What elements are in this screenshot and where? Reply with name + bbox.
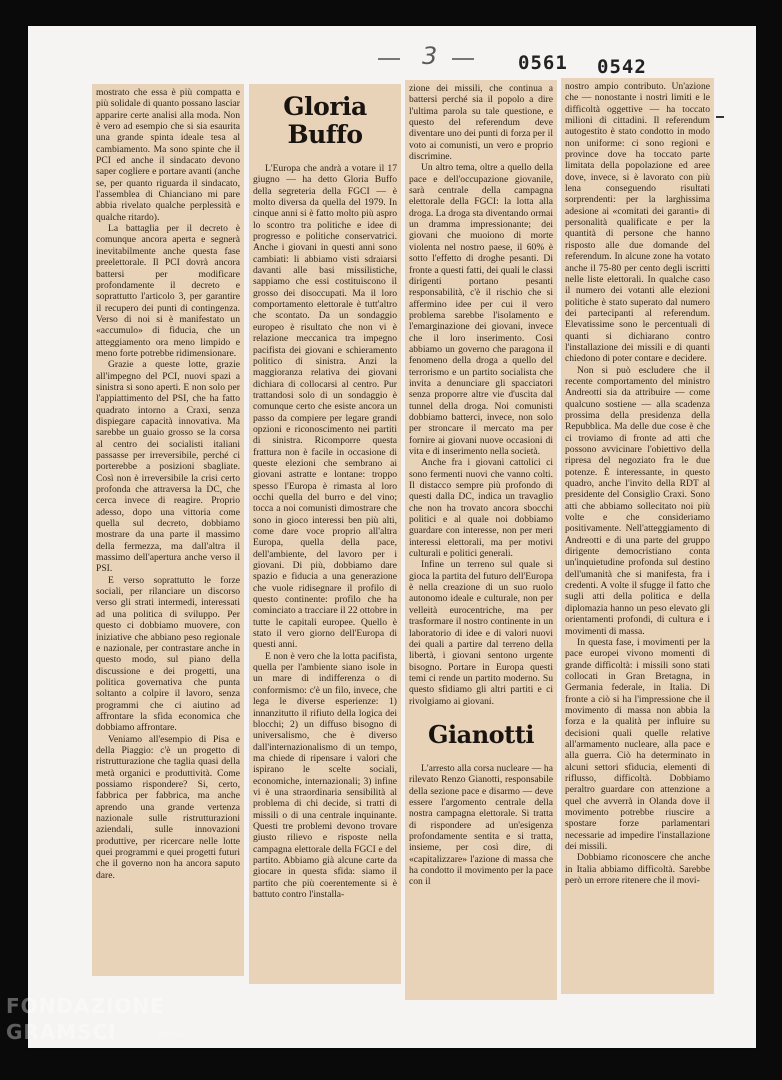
clipping-column-1 — [92, 84, 244, 976]
clipping-column-3 — [405, 80, 557, 1000]
watermark-line-1: FONDAZIONE — [6, 994, 165, 1018]
paragraph: In questa fase, i movimenti per la pace europei vivono momenti di grande difficoltà: i missili sono stati collocati in Gran Bretagna, in Germania federale, in Italia. Di fronte a ciò si ha l'impressione che il movimento di massa non abbia la forza e la qualità per influire su decisioni quali quelle relative all'armamento nucleare, alla pace e alla guerra. Ciò ha determinato in alcuni settori sfiducia, elementi di riflusso, difficoltà. Dobbiamo peraltro guardare con attenzione a quel che avverrà in Olanda dove il movimento potrebbe riuscire a spostare forze parlamentari necessarie ad impedire l'installazione dei missili. — [565, 636, 710, 853]
paragraph: L'Europa che andrà a votare il 17 giugno — ha detto Gloria Buffo della segreteria della FGCI — è molto diversa da quella del 1979. In cinque anni si è fatto molto più aspro lo scontro tra politiche e idee di progresso e politiche conservatrici. Anche i giovani in questi anni sono cambiati: li abbiamo visti sdraiarsi davanti alle basi missilistiche, sappiamo che essi costituiscono il grosso dei disoccupati. Ma il loro comportamento elettorale è tutt'altro che scontato. Da un sondaggio europeo è risultato che non vi è relazione meccanica tra impegno pacifista dei giovani e schieramento politico di sinistra. Anzi la maggioranza relativa dei giovani dichiara di collocarsi al centro. Pur trattandosi solo di un sondaggio è comunque certo che esiste ancora un passo da compiere per legare grandi opzioni e riconoscimento nei partiti di sinistra. Ricomporre questa frattura non è facile in occasione di queste elezioni che sembrano ai giovani astratte e lontane: troppo spesso l'Europa è rimasta al loro occhi quella del burro e del vino; tocca a noi comunisti dimostrare che sono in gioco interessi ben più alti, come dare voce proprio all'altra Europa, quella della pace, dell'ambiente, del lavoro per i giovani. Di più, dobbiamo dare spazio e fiducia a una generazione che vuole ridisegnare il profilo di questo continente: profilo che ha cominciato a tracciare il 22 ottobre in tutte le capitali europee. Quello è stato il vero giorno dell'Europa di questi anni. — [253, 163, 397, 651]
pencil-dash-left — [378, 58, 400, 60]
paragraph: Grazie a queste lotte, grazie all'impegno del PCI, nuovi spazi a sinistra si sono aperti. E non solo per l'appiattimento del PSI, che ha fatto quadrato intorno a Craxi, senza dispiegare capacità innovativa. Ma sarebbe un guaio grosso se la corsa al centro dei socialisti italiani passasse per irreversibile, perché ci porterebbe a posizioni sbagliate. Così non è irreversibile la crisi certo profonda che attraversa la DC, che cerca invece di reagire. Proprio adesso, dopo una vittoria come quella sul decreto, dobbiamo mostrare da una parte il massimo della fermezza, ma dall'altra il massimo dell'apertura anche verso il PSI. — [96, 359, 240, 575]
pencil-dash-right — [452, 58, 474, 60]
paragraph: Un altro tema, oltre a quello della pace e dell'occupazione giovanile, sarà centrale della campagna elettorale della FGCI: la lotta alla droga. La droga sta diventando ormai un dramma impressionante; dei giovani che muoiono di morte violenta nel nostro paese, il 60% è sotto l'effetto di droghe pesanti. Di fronte a questi fatti, dei quali le classi dirigenti portano pesanti responsabilità, c'è il rischio che si affermino idee per cui il vero problema sarebbe l'isolamento e l'emarginazione dei giovani, invece che il loro inserimento. Così abbiamo un governo che paragona il fenomeno della droga a quello del terrorismo e un partito socialista che invita a denunciare gli spacciatori senza proporre altre vie d'uscita dal tunnel della droga. Noi comunisti dobbiamo batterci, invece, non solo per stroncare il mercato ma per fornire ai giovani nuove occasioni di vita e di inserimento nella società. — [409, 162, 553, 457]
paragraph: Dobbiamo riconoscere che anche in Italia abbiamo difficoltà. Sarebbe però un errore ritenere che il movi- — [565, 852, 710, 887]
paragraph: La battaglia per il decreto è comunque ancora aperta e segnerà inevitabilmente anche questa fase preelettorale. Il PCI dovrà ancora battersi per modificare profondamente il decreto e soprattutto l'articolo 3, per garantire il recupero dei punti di contingenza. Verso di noi si è manifestato un «accumulo» di fiducia, che un atteggiamento ora meno limpido e meno forte potrebbe ridimensionare. — [96, 223, 240, 359]
watermark-line-3: onlus — [158, 1030, 185, 1039]
paragraph: mostrato che essa è più compatta e più solidale di quanto possano lasciar apparire certe analisi alla moda. Non è vero ad esempio che si sia esaurita una grande spinta ideale tesa al cambiamento. Ma sono spinte che il PCI ed anche il sindacato devono saper cogliere e portare avanti (anche se, per quanto riguarda il sindacato, l'assemblea di Chianciano mi pare abbia rivelato qualche perplessità e qualche ritardo). — [96, 87, 240, 223]
archive-stamp-right: 0542 — [597, 56, 647, 78]
paragraph: Anche fra i giovani cattolici ci sono fermenti nuovi che vanno colti. Il distacco sempre più profondo di questi dalla DC, indica un travaglio che non ha trovato ancora sbocchi politici e al quale noi dobbiamo guardare con interesse, non per meri interessi elettorali, ma per motivi culturali e politici generali. — [409, 457, 553, 560]
watermark-line-2: GRAMSCI — [6, 1020, 117, 1044]
paragraph: zione dei missili, che continua a battersi perché sia il popolo a dire l'ultima parola su tale questione, e questo del referendum deve diventare uno dei punti di forza per il voto ai comunisti, un vero e proprio discrimine. — [409, 83, 553, 163]
clipping-column-2 — [249, 84, 401, 984]
headline-gloria-buffo: Gloria Buffo — [283, 92, 367, 149]
paragraph: Veniamo all'esempio di Pisa e della Piaggio: c'è un progetto di ristrutturazione che taglia quasi della metà organici e produttività. Come possiamo rispondere? Si, certo, fabbrica per fabbrica, ma anche aprendo una grande vertenza nazionale sulle ristrutturazioni aziendali, sulle innovazioni produttive, per ricercare nelle lotte quei programmi e quei progetti futuri che il governo non ha ancora saputo dare. — [96, 733, 240, 881]
headline-gianotti: Gianotti — [428, 719, 534, 749]
paragraph: L'arresto alla corsa nucleare — ha rilevato Renzo Gianotti, responsabile della sezione pace e disarmo — deve essere l'argomento centrale della nostra campagna elettorale. Si tratta di rispondere ad un'esigenza profondamente sentita e si tratta, insieme, per così dire, di «capitalizzare» l'azione di massa che ha condotto il movimento per la pace con il — [409, 762, 553, 888]
paragraph: Non si può escludere che il recente comportamento del ministro Andreotti sia da attribuire — come qualcuno sostiene — alla scadenza prossima della presidenza della Repubblica. Ma delle due cose è che ci troviamo di fronte ad atti che possono avvicinare l'obiettivo della ripresa del negoziato fra le due potenze. È interessante, in questo quadro, anche l'invito della RDT al presidente del Consiglio Craxi. Sono atti che abbiamo sollecitato noi più volte e che consideriamo positivamente. Nell'atteggiamento di Andreotti e di una parte del gruppo dirigente democristiano conta un'inquietudine profonda sul destino dell'umanità che si manifesta, fra i credenti. A volte il sfugge il fatto che sugli atti della politica e della diplomazia hanno un peso elevato gli orientamenti profondi, di cultura e i movimenti di massa. — [565, 364, 710, 637]
pencil-margin-mark — [716, 116, 724, 118]
paragraph: Infine un terreno sul quale si gioca la partita del futuro dell'Europa è nella creazione di un suo ruolo autonomo ideale e culturale, non per velleità eurocentriche, ma per trasformare il nostro continente in un laboratorio di idee e di valori nuovi dei quali a partire dal terreno della libertà, i giovani sentono urgente bisogno. Portare in Europa questi temi ci rende un partito moderno. Su questo sfidiamo gli altri partiti e ci rivolgiamo ai giovani. — [409, 559, 553, 707]
paragraph: E non è vero che la lotta pacifista, quella per l'ambiente siano isole in un mare di indifferenza o di conformismo: c'è un filo, invece, che lega le diverse esperienze: 1) innanzitutto il rifiuto della logica dei blocchi; 2) un diffuso bisogno di universalismo, che è diverso dall'internazionalismo di un tempo, ma chiede di ripensare i valori che ispirano le scelte sociali, economiche, internazionali; 3) infine vi è una straordinaria sensibilità al problema di chi decide, si tratti di missili o di una centrale inquinante. Questi tre problemi devono trovare giusto rilievo e risposte nella campagna elettorale della FGCI e del partito. Abbiamo già alcune carte da giocare in questa sfida: siamo il partito che più coerentemente si è battuto contro l'installa- — [253, 650, 397, 900]
handwritten-page-number: 3 — [422, 42, 438, 70]
clipping-column-4 — [561, 78, 714, 994]
paragraph: E verso soprattutto le forze sociali, per rilanciare un discorso verso gli strati intermedi, interessati ad una politica di sviluppo. Per questo ci dobbiamo muovere, con iniziative che abbiano peso regionale e nazionale, per contrastare anche in questo modo, sul piano della discussione e dei progetti, una politica governativa che punta soltanto a colpire il lavoro, senza programmi che ci aiutino ad affrontare la sfida economica che dobbiamo affrontare. — [96, 574, 240, 734]
paragraph: nostro ampio contributo. Un'azione che — nonostante i nostri limiti e le difficoltà oggettive — ha toccato milioni di cittadini. Il referendum autogestito è stato condotto in modo non uniforme: ci sono regioni e province dove ha toccato parte limitata della popolazione ed aree dove, invece, si è lavorato con più lena conseguendo risultati sorprendenti: per la larghissima adesione ai «comitati dei garanti» di personalità qualificate e per la quantità di persone che hanno risposto alle due domande del referendum. In alcune zone ha votato anche il 75-80 per cento degli iscritti nelle liste elettorali. In qualche caso il numero dei votanti alle elezioni politiche è stato superato dal numero dei partecipanti al referendum. Elevatissime sono le percentuali di quanti si dichiarano contro l'installazione dei missili e di quanti chiedono di poter contare e decidere. — [565, 81, 710, 365]
watermark-logo — [6, 994, 185, 1044]
archive-stamp-left: 0561 — [518, 52, 568, 74]
